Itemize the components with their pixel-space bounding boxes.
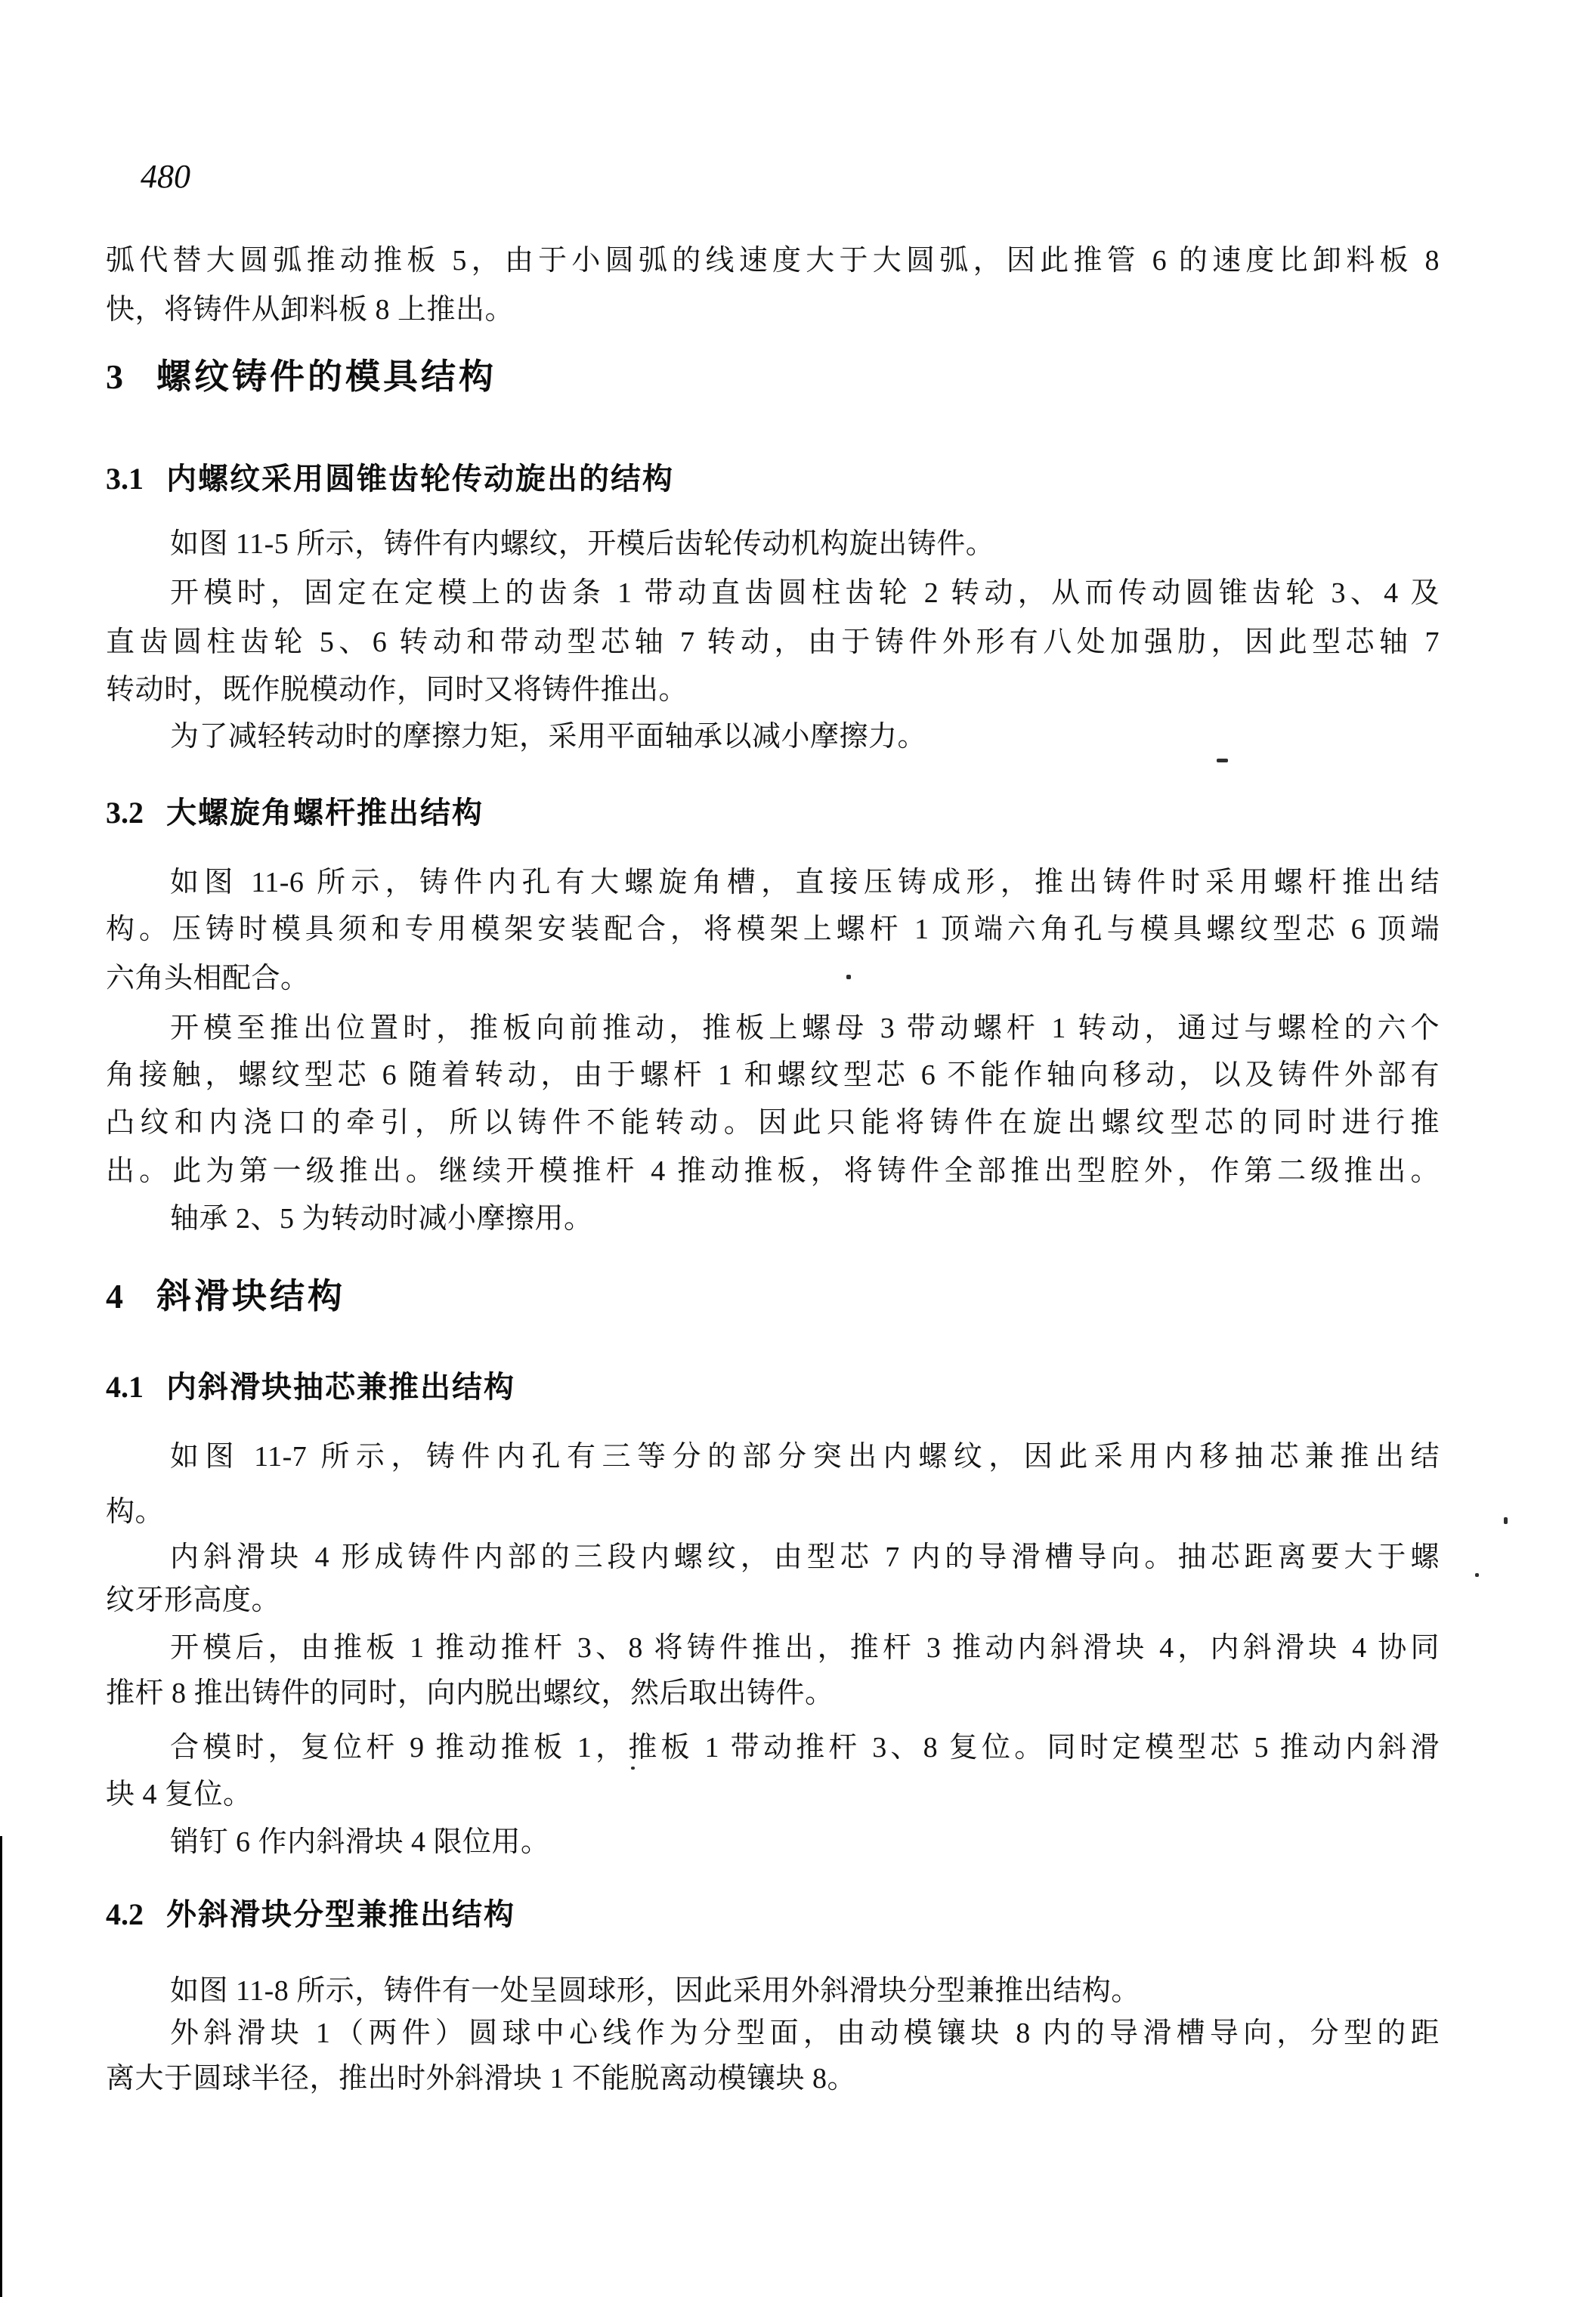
section-3-heading: [106, 349, 496, 399]
text-line: 构。: [106, 1496, 165, 1528]
section-4-title: 斜滑块结构: [156, 1277, 345, 1315]
text-line: 如图 11-6 所示，铸件内孔有大螺旋角槽，直接压铸成形，推出铸件时采用螺杆推出结: [170, 867, 1440, 898]
text-line: 开模至推出位置时，推板向前推动，推板上螺母 3 带动螺杆 1 转动，通过与螺栓的六个: [170, 1012, 1440, 1044]
text-line: 纹牙形高度。: [106, 1584, 281, 1616]
text-line: 快，将铸件从卸料板 8 上推出。: [106, 294, 515, 326]
section-3-2-title: 大螺旋角螺杆推出结构: [166, 796, 484, 830]
text-line: 轴承 2、5 为转动时减小摩擦用。: [170, 1203, 593, 1235]
text-line: 六角头相配合。: [106, 963, 310, 994]
text-line: 离大于圆球半径，推出时外斜滑块 1 不能脱离动模镶块 8。: [106, 2063, 857, 2095]
section-3-2-heading: [106, 789, 484, 832]
text-line: 构。压铸时模具须和专用模架安装配合，将模架上螺杆 1 顶端六角孔与模具螺纹型芯 6 顶端: [106, 914, 1440, 945]
section-3-1-number: 3.1: [106, 462, 144, 496]
text-line: 外斜滑块 1（两件）圆球中心线作为分型面，由动模镶块 8 内的导滑槽导向，分型的距: [170, 2017, 1440, 2049]
scan-artifact: [846, 975, 851, 979]
section-4-1-heading: [106, 1363, 515, 1406]
text-line: 如图 11-8 所示，铸件有一处呈圆球形，因此采用外斜滑块分型兼推出结构。: [170, 1975, 1140, 2007]
page-number: 480: [141, 158, 190, 195]
scan-artifact: [631, 1767, 635, 1770]
text-line: 推杆 8 推出铸件的同时，向内脱出螺纹，然后取出铸件。: [106, 1677, 834, 1709]
text-line: 凸纹和内浇口的牵引，所以铸件不能转动。因此只能将铸件在旋出螺纹型芯的同时进行推: [106, 1107, 1440, 1139]
section-4-number: 4: [106, 1277, 123, 1315]
section-3-title: 螺纹铸件的模具结构: [156, 357, 496, 396]
section-4-2-number: 4.2: [106, 1897, 144, 1931]
text-line: 如图 11-7 所示，铸件内孔有三等分的部分突出内螺纹，因此采用内移抽芯兼推出结: [170, 1441, 1440, 1473]
section-4-1-title: 内斜滑块抽芯兼推出结构: [166, 1370, 515, 1405]
text-line: 合模时，复位杆 9 推动推板 1，推板 1 带动推杆 3、8 复位。同时定模型芯 5 推动内斜滑: [170, 1732, 1440, 1764]
text-line: 角接触，螺纹型芯 6 随着转动，由于螺杆 1 和螺纹型芯 6 不能作轴向移动，以及铸件外部有: [106, 1059, 1440, 1091]
scan-artifact: [1475, 1573, 1479, 1577]
section-4-heading: [106, 1269, 345, 1319]
section-3-1-heading: [106, 455, 674, 498]
text-line: 出。此为第一级推出。继续开模推杆 4 推动推板，将铸件全部推出型腔外，作第二级推出。: [106, 1155, 1440, 1187]
scan-artifact: [1217, 759, 1228, 762]
text-line: 开模时，固定在定模上的齿条 1 带动直齿圆柱齿轮 2 转动，从而传动圆锥齿轮 3、4 及: [170, 577, 1440, 609]
text-line: 开模后，由推板 1 推动推杆 3、8 将铸件推出，推杆 3 推动内斜滑块 4，内斜滑块 4 协同: [170, 1632, 1440, 1664]
section-4-2-heading: [106, 1890, 515, 1934]
text-line: 内斜滑块 4 形成铸件内部的三段内螺纹，由型芯 7 内的导滑槽导向。抽芯距离要大于螺: [170, 1541, 1440, 1573]
text-line: 块 4 复位。: [106, 1779, 252, 1810]
section-4-2-title: 外斜滑块分型兼推出结构: [166, 1897, 515, 1932]
text-line: 如图 11-5 所示，铸件有内螺纹，开模后齿轮传动机构旋出铸件。: [170, 528, 995, 560]
text-line: 直齿圆柱齿轮 5、6 转动和带动型芯轴 7 转动，由于铸件外形有八处加强肋，因此型芯轴 7: [106, 626, 1440, 658]
text-line: 销钉 6 作内斜滑块 4 限位用。: [170, 1826, 550, 1858]
text-line: 弧代替大圆弧推动推板 5，由于小圆弧的线速度大于大圆弧，因此推管 6 的速度比卸料板 8: [106, 245, 1440, 277]
scan-edge-line: [0, 1836, 2, 2297]
text-line: 为了减轻转动时的摩擦力矩，采用平面轴承以减小摩擦力。: [170, 721, 927, 753]
scan-artifact: [1504, 1517, 1508, 1524]
section-3-number: 3: [106, 357, 123, 396]
section-3-2-number: 3.2: [106, 796, 144, 830]
section-4-1-number: 4.1: [106, 1370, 144, 1404]
section-3-1-title: 内螺纹采用圆锥齿轮传动旋出的结构: [166, 462, 674, 496]
text-line: 转动时，既作脱模动作，同时又将铸件推出。: [106, 674, 688, 706]
